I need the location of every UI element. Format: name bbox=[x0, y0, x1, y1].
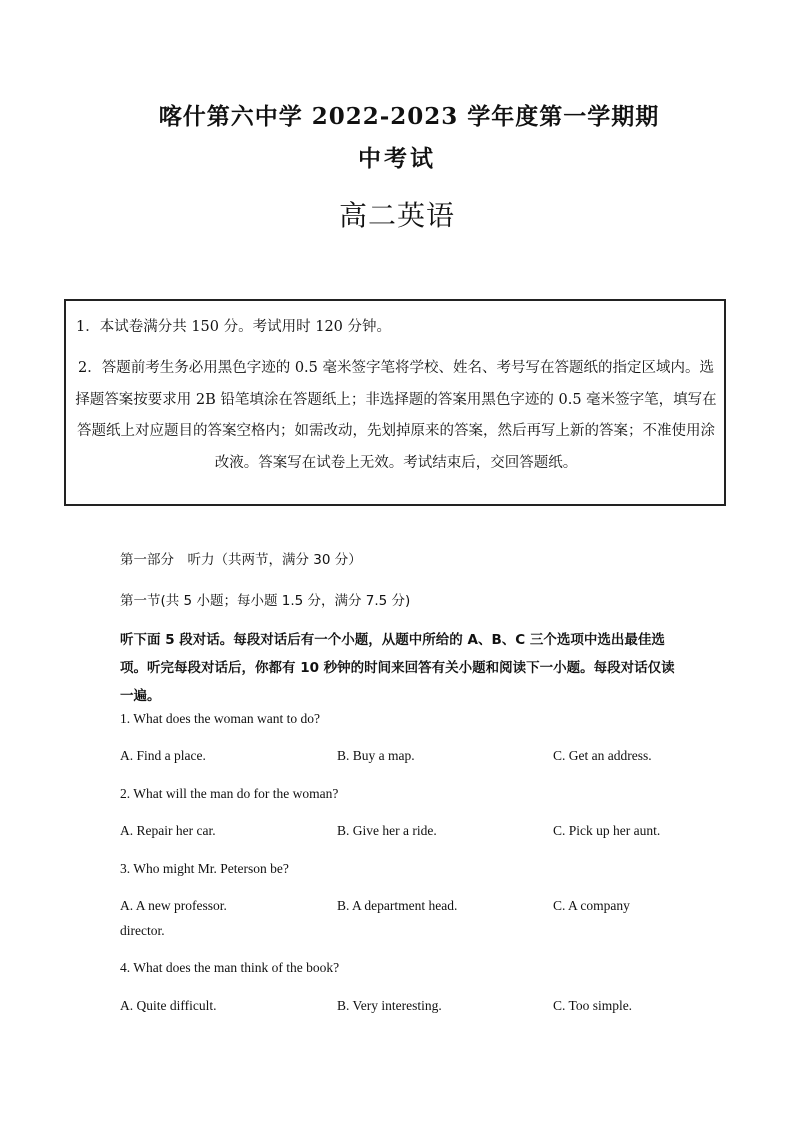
option-c: C. A company bbox=[553, 898, 630, 913]
question-stem: 1. What does the woman want to do? bbox=[120, 711, 320, 726]
option-b: B. Give her a ride. bbox=[337, 823, 437, 838]
subject-title: 高二英语 bbox=[338, 199, 455, 232]
option-b: B. Buy a map. bbox=[337, 748, 415, 763]
option-a: A. Repair her car. bbox=[120, 823, 216, 838]
exam-title-continued: 中考试 bbox=[358, 145, 436, 172]
section-heading: 第一节(共 5 小题；每小题 1.5 分，满分 7.5 分) bbox=[120, 593, 411, 609]
question-stem: 3. Who might Mr. Peterson be? bbox=[120, 861, 289, 876]
option-c: C. Too simple. bbox=[553, 998, 633, 1013]
question-stem: 2. What will the man do for the woman? bbox=[120, 786, 339, 801]
listening-instructions: 听下面 5 段对话。每段对话后有一个小题，从题中所给的 A、B、C 三个选项中选出最佳选项。听完每段对话后，你都有 10 秒钟的时间来回答有关小题和阅读下一小题。每段对话仅读一遍。 bbox=[120, 632, 675, 704]
notice-box bbox=[64, 299, 726, 506]
part-heading: 第一部分 听力（共两节，满分 30 分） bbox=[120, 552, 362, 568]
option-b: B. A department head. bbox=[337, 898, 458, 913]
option-b: B. Very interesting. bbox=[337, 998, 442, 1013]
notice-item-2: 2．答题前考生务必用黑色字迹的 0.5 毫米签字笔将学校、姓名、考号写在答题纸的指定区域内。选择题答案按要求用 2B 铅笔填涂在答题纸上；非选择题的答案用黑色字迹的 0.5 毫米签字笔，填写在答题纸上对应题目的答案空格内；如需改动，先划掉原来的答案，然后再写上新的答案；不准使用涂改液。答案写在试卷上无效。考试结束后，交回答题纸。 bbox=[75, 360, 717, 471]
option-a: A. Find a place. bbox=[120, 748, 206, 763]
option-c: C. Pick up her aunt. bbox=[553, 823, 661, 838]
option-c: C. Get an address. bbox=[553, 748, 652, 763]
option-a: A. A new professor. bbox=[120, 898, 227, 913]
option-a: A. Quite difficult. bbox=[120, 998, 217, 1013]
question-stem: 4. What does the man think of the book? bbox=[120, 960, 340, 975]
option-c-wrap: director. bbox=[120, 923, 165, 938]
exam-title: 喀什第六中学 2022-2023 学年度第一学期期 bbox=[158, 103, 660, 130]
notice-item-1: 1．本试卷满分共 150 分。考试用时 120 分钟。 bbox=[76, 319, 392, 335]
